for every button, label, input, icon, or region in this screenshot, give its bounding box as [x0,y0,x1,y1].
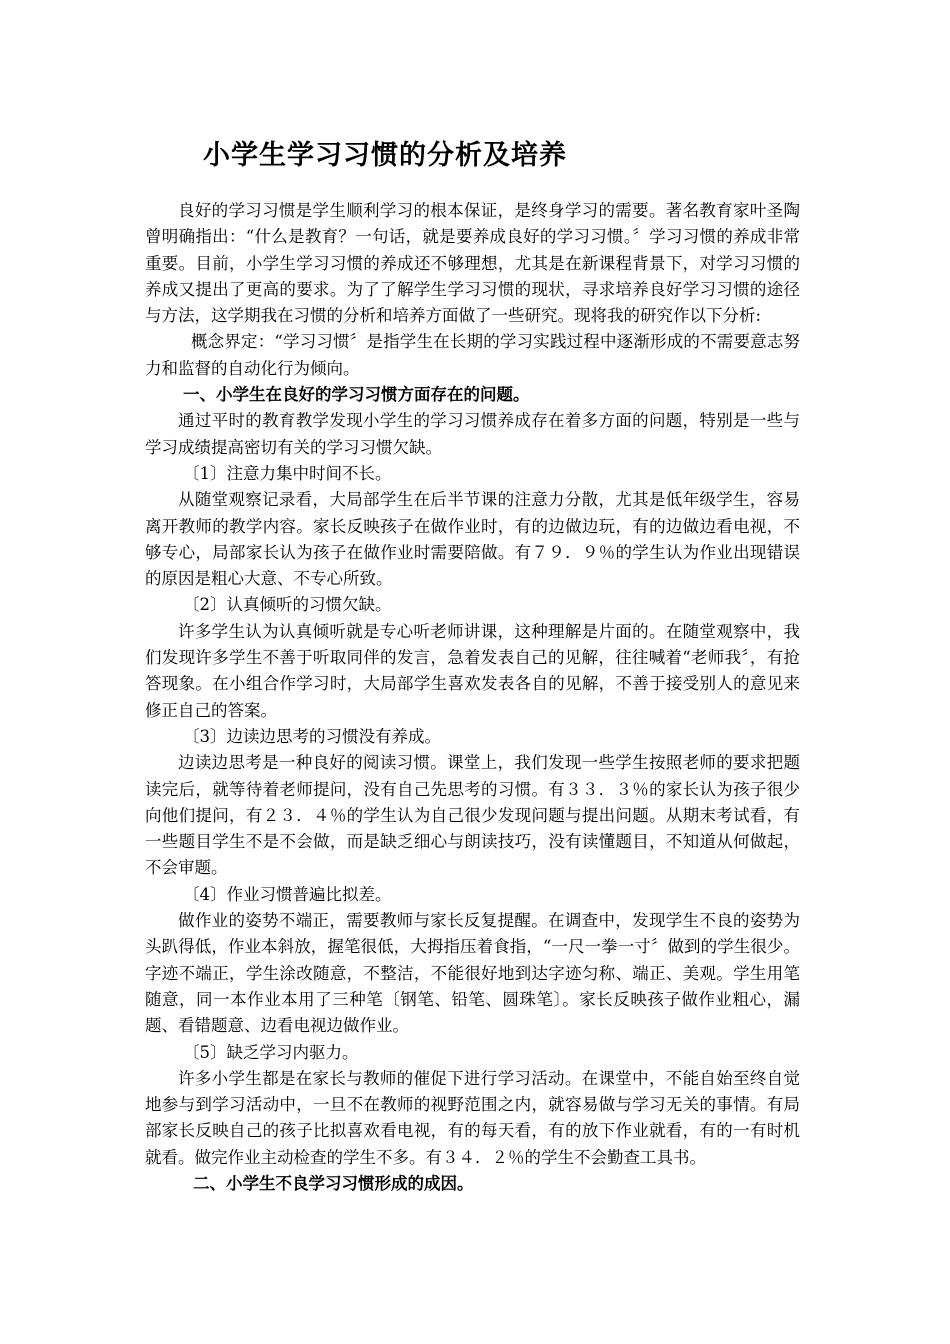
section-heading-1: 一、小学生在良好的学习习惯方面存在的问题。 [183,385,530,405]
item2-paragraph: 许多学生认为认真倾听就是专心听老师讲课，这种理解是片面的。在随堂观察中，我们发现许多学生不善于听取同伴的发言，急着发表自己的见解，往往喊着“老师我〞，有抢答现象。在小组合作学习时，大局部学生喜欢发表各自的见解，不善于接受别人的意见来修正自己的答案。 [145,621,800,720]
document-body [145,198,800,1197]
item2-title: 〔2〕认真倾听的习惯欠缺。 [183,595,392,615]
concept-paragraph: 概念界定：“学习习惯〞是指学生在长期的学习实践过程中逐渐形成的不需要意志努力和监督的自动化行为倾向。 [145,332,800,378]
page-title: 小学生学习习惯的分析及培养 [203,140,567,171]
item3-title: 〔3〕边读边思考的习惯没有养成。 [183,726,441,746]
item1-title: 〔1〕注意力集中时间不长。 [183,463,392,483]
item1-paragraph: 从随堂观察记录看，大局部学生在后半节课的注意力分散，尤其是低年级学生，容易离开教师的教学内容。家长反映孩子在做作业时，有的边做边玩，有的边做边看电视，不够专心，局部家长认为孩子在做作业时需要陪做。有７９．９％的学生认为作业出现错误的原因是粗心大意、不专心所致。 [145,490,800,589]
item5-title: 〔5〕缺乏学习内驱力。 [183,1042,359,1062]
section1-intro-paragraph: 通过平时的教育教学发现小学生的学习习惯养成存在着多方面的问题，特别是一些与学习成绩提高密切有关的学习习惯欠缺。 [145,411,800,457]
item5-paragraph: 许多小学生都是在家长与教师的催促下进行学习活动。在课堂中，不能自始至终自觉地参与到学习活动中，一旦不在教师的视野范围之内，就容易做与学习无关的事情。有局部家长反映自己的孩子比拟喜欢看电视，有的每天看，有的放下作业就看，有的一有时机就看。做完作业主动检查的学生不多。有３４．２％的学生不会勤查工具书。 [145,1068,800,1167]
item4-paragraph: 做作业的姿势不端正，需要教师与家长反复提醒。在调查中，发现学生不良的姿势为头趴得低，作业本斜放，握笔很低，大拇指压着食指，“一尺一拳一寸〞做到的学生很少。字迹不端正，学生涂改随意，不整洁，不能很好地到达字迹匀称、端正、美观。学生用笔随意，同一本作业本用了三种笔〔钢笔、铅笔、圆珠笔〕。家长反映孩子做作业粗心，漏题、看错题意、边看电视边做作业。 [145,911,800,1036]
item3-paragraph: 边读边思考是一种良好的阅读习惯。课堂上，我们发现一些学生按照老师的要求把题读完后，就等待着老师提问，没有自己先思考的习惯。有３３．３％的家长认为孩子很少向他们提问，有２３．４％的学生认为自己很少发现问题与提出问题。从期末考试看，有一些题目学生不是不会做，而是缺乏细心与朗读技巧，没有读懂题目，不知道从何做起，不会审题。 [145,753,800,878]
item4-title: 〔4〕作业习惯普遍比拟差。 [183,884,392,904]
section-heading-2: 二、小学生不良学习习惯形成的成因。 [193,1173,474,1193]
intro-paragraph: 良好的学习习惯是学生顺利学习的根本保证，是终身学习的需要。著名教育家叶圣陶曾明确指出：“什么是教育？一句话，就是要养成良好的学习习惯。〞学习习惯的养成非常重要。目前，小学生学习习惯的养成还不够理想，尤其是在新课程背景下，对学习习惯的养成又提出了更高的要求。为了了解学生学习习惯的现状，寻求培养良好学习习惯的途径与方法，这学期我在习惯的分析和培养方面做了一些研究。现将我的研究作以下分析: [145,201,800,326]
